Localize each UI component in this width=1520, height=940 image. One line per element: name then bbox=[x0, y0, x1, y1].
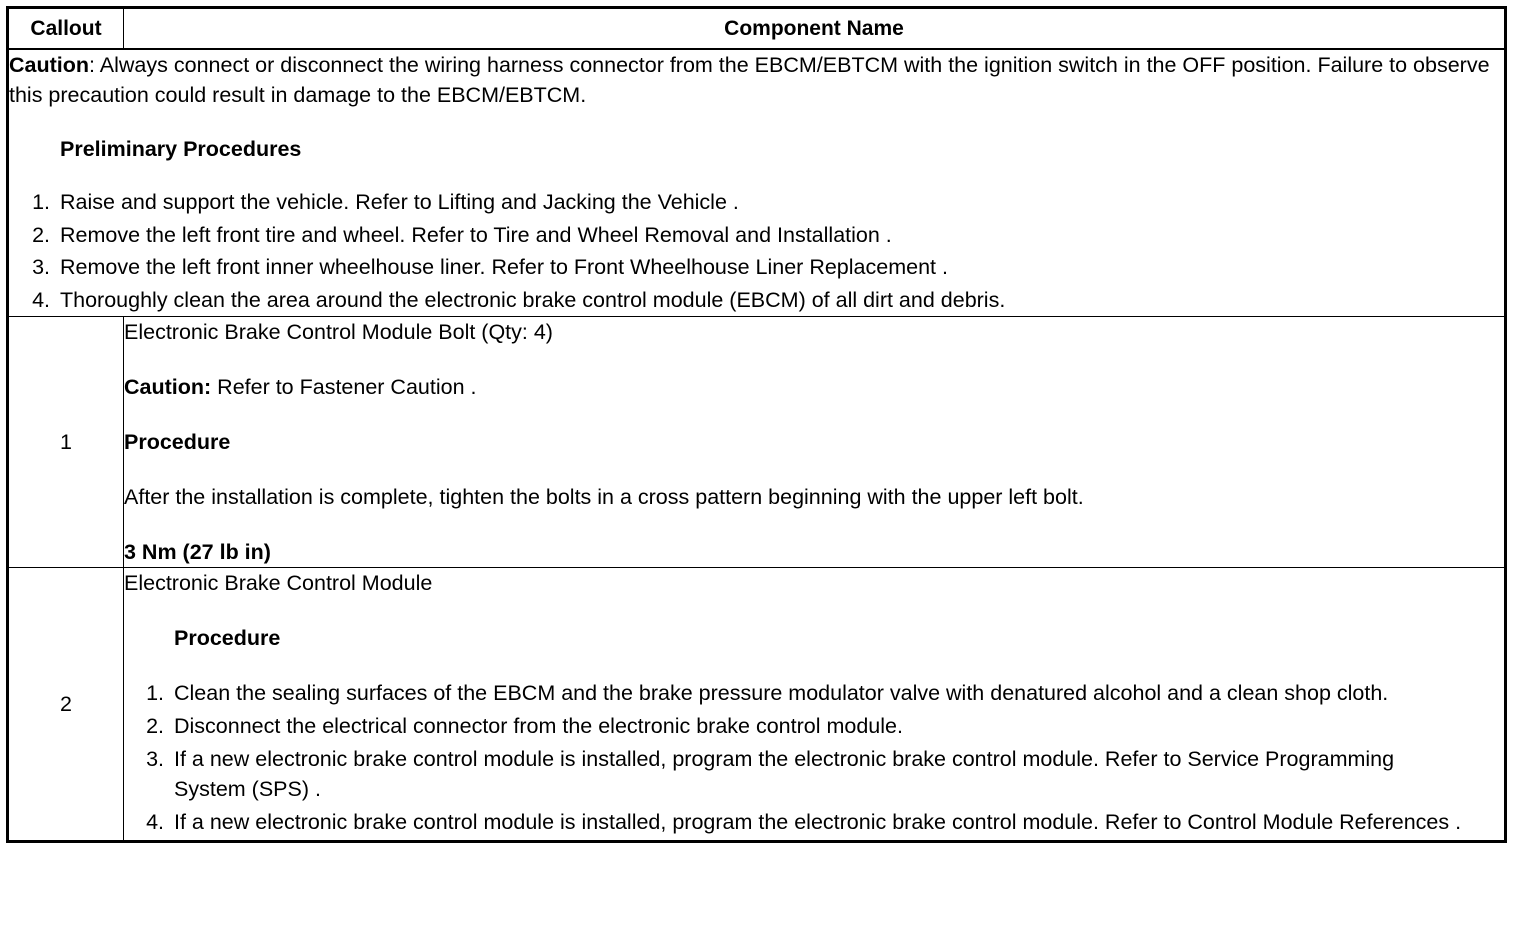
list-item bbox=[9, 284, 1504, 317]
list-item bbox=[9, 219, 1504, 252]
list-item bbox=[124, 678, 1504, 708]
step-text: Remove the left front tire and wheel. Refer to Tire and Wheel Removal and Installation . bbox=[60, 222, 892, 247]
preliminary-cell bbox=[8, 49, 1506, 317]
procedure-heading: Procedure bbox=[174, 626, 281, 650]
step-text: If a new electronic brake control module is installed, program the electronic brake control module. Refer to Control Module References . bbox=[174, 810, 1462, 834]
step-number: 3. bbox=[146, 747, 164, 771]
callout-column-header: Callout bbox=[8, 8, 124, 50]
procedure-table bbox=[6, 6, 1507, 843]
caution-text: Refer to Fastener Caution . bbox=[211, 375, 477, 399]
component-cell bbox=[124, 317, 1506, 568]
list-item bbox=[9, 251, 1504, 284]
component-caution bbox=[124, 372, 1504, 402]
table-row bbox=[8, 317, 1506, 568]
step-text: Raise and support the vehicle. Refer to Lifting and Jacking the Vehicle . bbox=[60, 190, 739, 214]
step-number: 4. bbox=[146, 810, 164, 834]
preliminary-caution bbox=[9, 50, 1504, 110]
step-number: 2. bbox=[146, 714, 164, 738]
table-header-row bbox=[8, 8, 1506, 50]
caution-text: : Always connect or disconnect the wiring harness connector from the EBCM/EBTCM with the ignition switch in the OFF position. Failure to observe this precaution could result in damage to the EBCM/EBTCM. bbox=[9, 53, 1490, 107]
callout-number: 2 bbox=[8, 568, 124, 842]
list-item bbox=[124, 711, 1504, 741]
step-number: 3. bbox=[32, 255, 50, 279]
step-text: Remove the left front inner wheelhouse liner. Refer to Front Wheelhouse Liner Replacement . bbox=[60, 255, 948, 279]
preliminary-steps bbox=[9, 186, 1504, 316]
component-name: Electronic Brake Control Module bbox=[124, 571, 433, 595]
list-item bbox=[9, 186, 1504, 219]
step-number: 1. bbox=[32, 190, 50, 214]
caution-label: Caution: bbox=[124, 375, 212, 399]
list-item bbox=[124, 807, 1504, 837]
step-text: Clean the sealing surfaces of the EBCM and the brake pressure modulator valve with denatured alcohol and a clean shop cloth. bbox=[174, 681, 1389, 705]
procedure-heading: Procedure bbox=[124, 430, 231, 454]
step-text: Thoroughly clean the area around the electronic brake control module (EBCM) of all dirt and debris. bbox=[60, 287, 1006, 312]
component-name-column-header: Component Name bbox=[124, 8, 1506, 50]
step-number: 1. bbox=[146, 681, 164, 705]
procedure-text: After the installation is complete, tighten the bolts in a cross pattern beginning with the upper left bolt. bbox=[124, 485, 1084, 509]
procedure-steps bbox=[124, 678, 1504, 837]
callout-number: 1 bbox=[8, 317, 124, 568]
torque-spec: 3 Nm (27 lb in) bbox=[124, 540, 271, 564]
caution-label: Caution bbox=[9, 53, 90, 77]
preliminary-heading: Preliminary Procedures bbox=[60, 137, 302, 161]
preliminary-row bbox=[8, 49, 1506, 317]
step-text: If a new electronic brake control module is installed, program the electronic brake control module. Refer to Service Programming System (SPS) . bbox=[174, 747, 1395, 801]
component-name: Electronic Brake Control Module Bolt (Qty: 4) bbox=[124, 320, 553, 344]
step-number: 2. bbox=[32, 222, 50, 247]
table-row bbox=[8, 568, 1506, 842]
list-item bbox=[124, 744, 1504, 804]
step-text: Disconnect the electrical connector from the electronic brake control module. bbox=[174, 714, 903, 738]
component-cell bbox=[124, 568, 1506, 842]
step-number: 4. bbox=[32, 287, 50, 312]
